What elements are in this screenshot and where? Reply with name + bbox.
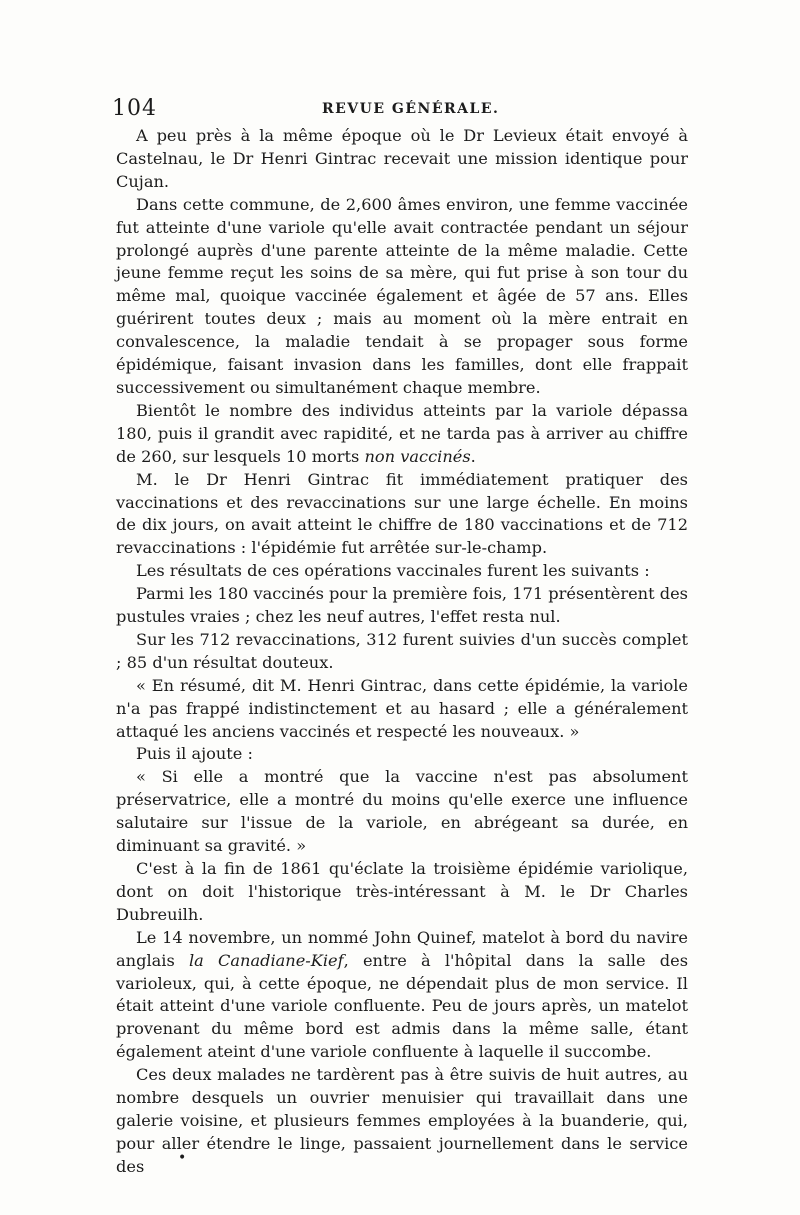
paragraph: Le 14 novembre, un nommé John Quinef, matelot à bord du navire anglais la Canadiane-Kief, entre à l'hôpital dans la salle des varioleux, qui, à cette époque, ne dépendait plus de mon service. Il était atteint d'une variole confluente. Peu de jours après, un matelot provenant du même bord est admis dans la même salle, étant également ateint d'une variole confluente à laquelle il succombe.	[116, 927, 689, 1062]
paragraph: Parmi les 180 vaccinés pour la première fois, 171 présentèrent des pustules vraies ; chez les neuf autres, l'effet resta nul.	[116, 584, 688, 627]
paragraph: Puis il ajoute :	[136, 744, 253, 764]
paragraph: Bientôt le nombre des individus atteints par la variole dépassa 180, puis il grandit avec rapidité, et ne tarda pas à arriver au chiffre de 260, sur lesquels 10 morts non vaccinés.	[116, 400, 688, 466]
page-number: 104	[112, 96, 157, 121]
body-text	[116, 125, 688, 1179]
paragraph: Sur les 712 revaccinations, 312 furent suivies d'un succès complet ; 85 d'un résultat douteux.	[116, 629, 688, 672]
running-head: REVUE GÉNÉRALE.	[322, 101, 500, 117]
page-header	[112, 96, 700, 122]
italic-phrase: non vaccinés	[364, 446, 471, 466]
paragraph: « Si elle a montré que la vaccine n'est pas absolument préservatrice, elle a montré du moins qu'elle exerce une influence salutaire sur l'issue de la variole, en abrégeant sa durée, en diminuant sa gravité. »	[116, 767, 688, 856]
paragraph: C'est à la fin de 1861 qu'éclate la troisième épidémie variolique, dont on doit l'historique très-intéressant à M. le Dr Charles Dubreuilh.	[116, 859, 688, 924]
printer-mark: •	[178, 1150, 187, 1166]
paragraph: A peu près à la même époque où le Dr Levieux était envoyé à Castelnau, le Dr Henri Gintrac recevait une mission identique pour Cujan.	[116, 126, 688, 191]
paragraph: Dans cette commune, de 2,600 âmes environ, une femme vaccinée fut atteinte d'une variole qu'elle avait contractée pendant un séjour prolongé auprès d'une parente atteinte de la même maladie. Cette jeune femme reçut les soins de sa mère, qui fut prise à son tour du même mal, quoique vaccinée également et âgée de 57 ans. Elles guérirent toutes deux ; mais au moment où la mère entrait en convalescence, la maladie tendait à se propager sous forme épidémique, faisant invasion dans les familles, dont elle frappait successivement ou simultanément chaque membre.	[116, 194, 688, 397]
paragraph: M. le Dr Henri Gintrac fit immédiatement pratiquer des vaccinations et des revaccinations sur une large échelle. En moins de dix jours, on avait atteint le chiffre de 180 vaccinations et de 712 revaccinations : l'épidémie fut arrêtée sur-le-champ.	[116, 469, 688, 558]
paragraph: Les résultats de ces opérations vaccinales furent les suivants :	[136, 561, 650, 581]
paragraph: Ces deux malades ne tardèrent pas à être suivis de huit autres, au nombre desquels un ouvrier menuisier qui travaillait dans une galerie voisine, et plusieurs femmes employées à la buanderie, qui, pour aller étendre le linge, passaient journellement dans le service des	[116, 1065, 688, 1176]
paragraph: « En résumé, dit M. Henri Gintrac, dans cette épidémie, la variole n'a pas frappé indistinctement et au hasard ; elle a généralement attaqué les anciens vaccinés et respecté les nouveaux. »	[116, 675, 688, 741]
ship-name: la Canadiane-Kief	[188, 950, 344, 970]
